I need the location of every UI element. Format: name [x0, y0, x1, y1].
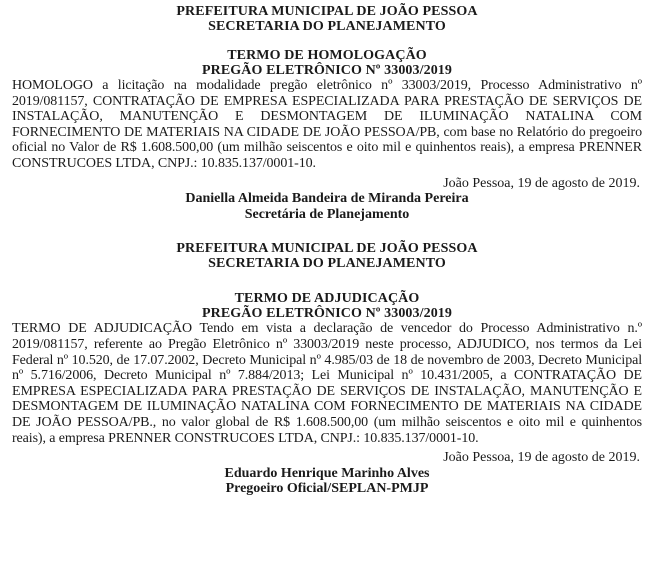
term-title-block [12, 292, 642, 321]
org-department: SECRETARIA DO PLANEJAMENTO [208, 18, 446, 34]
org-name: PREFEITURA MUNICIPAL DE JOÃO PESSOA [176, 241, 478, 257]
signer-role: Pregoeiro Oficial/SEPLAN-PMJP [225, 481, 429, 497]
adjudicacao-section [12, 242, 642, 497]
org-header [12, 242, 642, 271]
org-department: SECRETARIA DO PLANEJAMENTO [208, 255, 446, 271]
homologacao-section [12, 0, 642, 222]
term-title: TERMO DE HOMOLOGAÇÃO [227, 48, 427, 63]
term-date: João Pessoa, 19 de agosto de 2019. [443, 450, 640, 466]
term-body: HOMOLOGO a licitação na modalidade pregão eletrônico nº 33003/2019, Processo Administrativo nº 2019/081157, CONTRATAÇÃO DE EMPRESA ESPECIALIZADA PARA PRESTAÇÃO DE SERVIÇOS DE INSTALAÇÃO, MANUTENÇÃO E DESMONTAGEM DE ILUMINAÇÃO NATALINA COM FORNECIMENTO DE MATERIAIS NA CIDADE DE JOÃO PESSOA/PB, com base no Relatório do pregoeiro oficial no Valor de R$ 1.608.500,00 (um milhão seiscentos e oito mil e quinhentos reais), a empresa PRENNER CONSTRUCOES LTDA, CNPJ.: 10.835.137/0001-10. [12, 78, 642, 171]
signer-name: Daniella Almeida Bandeira de Miranda Pereira [185, 191, 469, 207]
signer-role: Secretária de Planejamento [244, 206, 410, 222]
org-name: PREFEITURA MUNICIPAL DE JOÃO PESSOA [176, 4, 478, 19]
term-subtitle: PREGÃO ELETRÔNICO Nº 33003/2019 [201, 305, 453, 321]
term-title: TERMO DE ADJUDICAÇÃO [234, 291, 420, 307]
term-body: TERMO DE ADJUDICAÇÃO Tendo em vista a declaração de vencedor do Processo Administrativo n.º 2019/081157, referente ao Pregão Eletrônico nº 33003/2019 neste processo, ADJUDICO, nos termos da Lei Federal nº 10.520, de 17.07.2002, Decreto Municipal nº 4.985/03 de 18 de novembro de 2003, Decreto Municipal nº 5.716/2006, Decreto Municipal nº 7.884/2013; Lei Municipal nº 10.431/2005, a CONTRATAÇÃO DE EMPRESA ESPECIALIZADA PARA PRESTAÇÃO DE SERVIÇOS DE INSTALAÇÃO, MANUTENÇÃO E DESMONTAGEM DE ILUMINAÇÃO NATALINA COM FORNECIMENTO DE MATERIAIS NA CIDADE DE JOÃO PESSOA/PB., no valor global de R$ 1.608.500,00 (um milhão seiscentos e oito mil e quinhentos reais), a empresa PRENNER CONSTRUCOES LTDA, CNPJ.: 10.835.137/0001-10. [12, 321, 642, 446]
term-title-block [12, 49, 642, 78]
term-subtitle: PREGÃO ELETRÔNICO Nº 33003/2019 [201, 62, 453, 78]
signer-name: Eduardo Henrique Marinho Alves [224, 465, 430, 481]
org-header [12, 0, 642, 34]
term-date: João Pessoa, 19 de agosto de 2019. [443, 175, 640, 191]
